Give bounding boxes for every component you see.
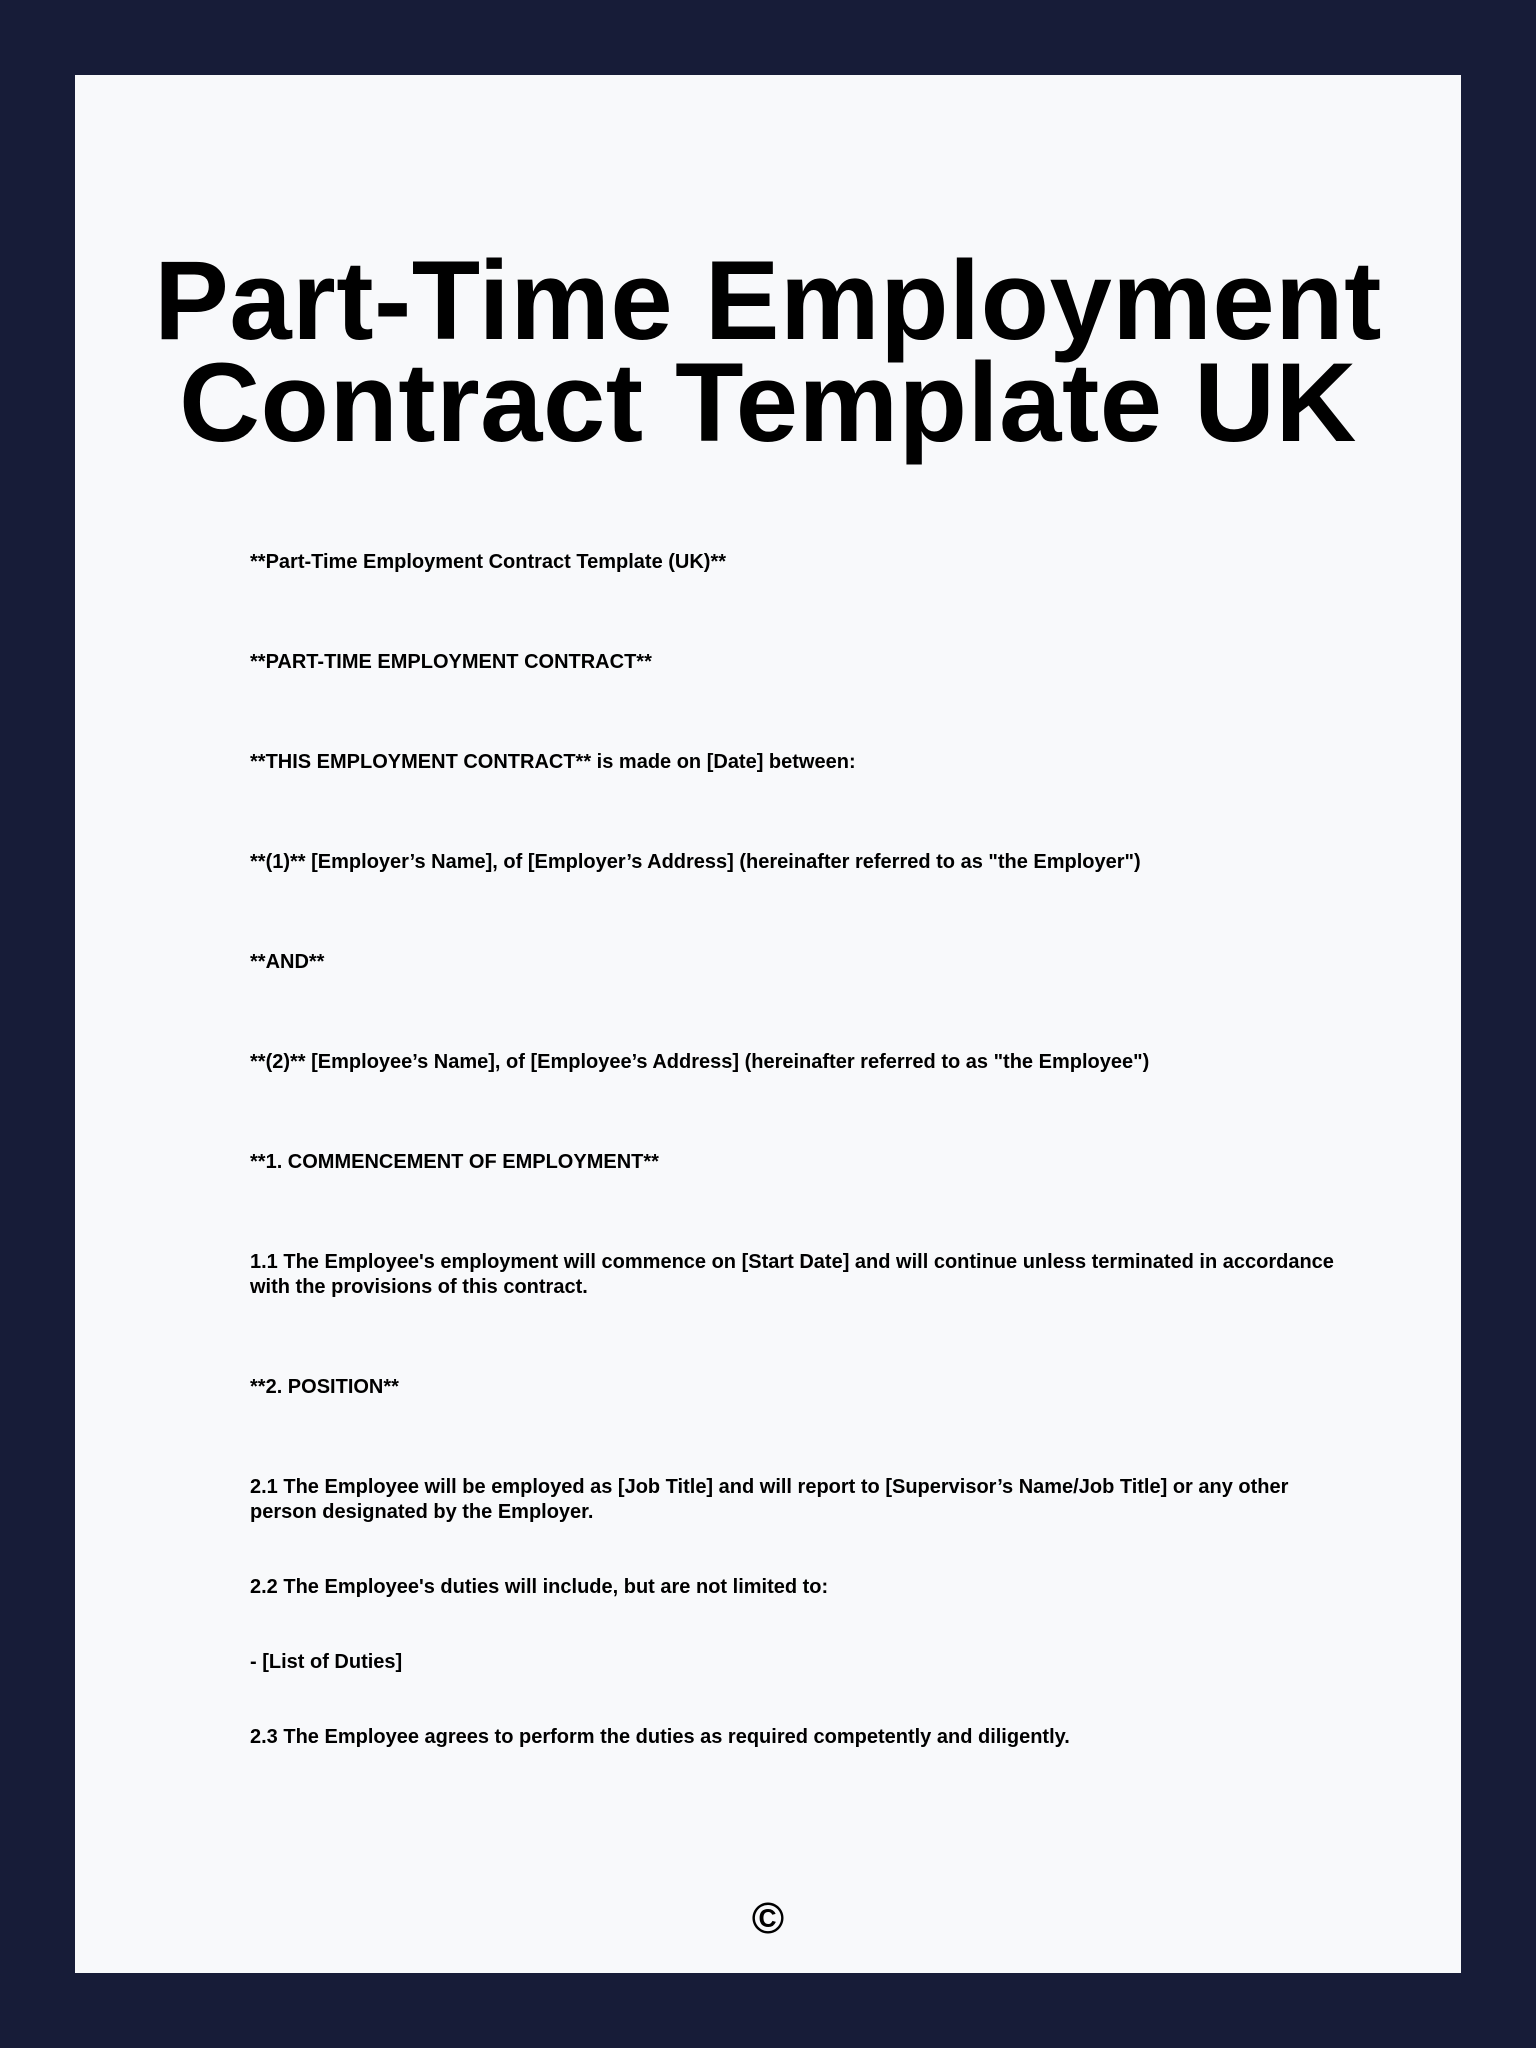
title-line-2: Contract Template UK: [179, 340, 1357, 465]
document-title: [75, 238, 1461, 465]
duties-list-item: - [List of Duties]: [250, 1651, 403, 1673]
clause-2-3: 2.3 The Employee agrees to perform the duties as required competently and diligently.: [250, 1726, 1070, 1748]
contract-intro: **THIS EMPLOYMENT CONTRACT** is made on [Date] between:: [250, 751, 856, 773]
contract-heading: **PART-TIME EMPLOYMENT CONTRACT**: [250, 651, 652, 673]
copyright-icon: ©: [751, 1894, 785, 1943]
template-heading: **Part-Time Employment Contract Template (UK)**: [250, 551, 727, 573]
clause-2-2: 2.2 The Employee's duties will include, but are not limited to:: [250, 1576, 829, 1598]
document-page: [75, 75, 1461, 1973]
clause-1-1: 1.1 The Employee's employment will commence on [Start Date] and will continue unless terminated in accordance with the provisions of this contract.: [250, 1251, 1334, 1298]
section-1-heading: **1. COMMENCEMENT OF EMPLOYMENT**: [250, 1151, 659, 1173]
section-2-heading: **2. POSITION**: [250, 1376, 399, 1398]
party-employer: **(1)** [Employer’s Name], of [Employer’s Address] (hereinafter referred to as "the Employer"): [250, 851, 1141, 873]
party-employee: **(2)** [Employee’s Name], of [Employee’s Address] (hereinafter referred to as "the Employee"): [250, 1051, 1150, 1073]
clause-2-1: 2.1 The Employee will be employed as [Job Title] and will report to [Supervisor’s Name/Job Title] or any other person designated by the Employer.: [250, 1476, 1289, 1523]
and-separator: **AND**: [250, 951, 325, 973]
title-line-1: Part-Time Employment: [154, 238, 1382, 363]
